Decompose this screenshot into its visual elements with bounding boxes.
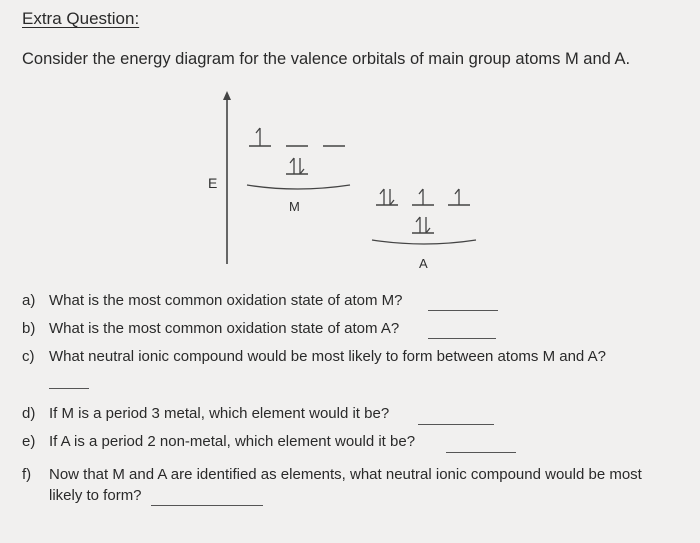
question-d <box>22 405 389 422</box>
question-text: What is the most common oxidation state of atom A? <box>49 320 400 337</box>
atom-m-p-orbitals <box>249 128 345 146</box>
question-label: c) <box>22 348 35 365</box>
question-text: likely to form? <box>49 487 142 504</box>
answer-blank-b[interactable] <box>428 338 496 339</box>
question-b <box>22 320 399 337</box>
answer-blank-a[interactable] <box>428 310 498 311</box>
answer-blank-f[interactable] <box>151 505 263 506</box>
energy-axis-label: E <box>208 175 218 191</box>
atom-m-label: M <box>289 199 300 214</box>
question-text: Now that M and A are identified as elements, what neutral ionic compound would be most <box>49 466 642 483</box>
question-text: If A is a period 2 non-metal, which element would it be? <box>49 433 416 450</box>
answer-blank-c[interactable] <box>49 388 89 389</box>
question-label: b) <box>22 320 36 337</box>
question-text: What is the most common oxidation state of atom M? <box>49 292 403 309</box>
atom-a-p-orbitals <box>376 189 470 205</box>
atom-m-s-orbital <box>286 158 308 174</box>
page-title: Extra Question: <box>22 9 140 28</box>
question-label: d) <box>22 405 36 422</box>
question-label: a) <box>22 292 36 309</box>
answer-blank-d[interactable] <box>418 424 494 425</box>
question-f <box>22 466 642 483</box>
atom-a-label: A <box>419 256 428 271</box>
question-text: What neutral ionic compound would be most likely to form between atoms M and A? <box>49 348 606 365</box>
atom-a-bracket <box>372 240 476 244</box>
question-a <box>22 292 402 309</box>
question-c <box>22 348 606 365</box>
atom-a-s-orbital <box>412 217 434 233</box>
question-f-continued <box>22 487 142 504</box>
energy-axis-arrow <box>223 91 231 100</box>
question-label: f) <box>22 466 32 483</box>
question-e <box>22 433 415 450</box>
intro-text: Consider the energy diagram for the valence orbitals of main group atoms M and A. <box>22 50 631 68</box>
question-text: If M is a period 3 metal, which element would it be? <box>49 405 390 422</box>
atom-m-bracket <box>247 185 350 189</box>
question-label: e) <box>22 433 36 450</box>
answer-blank-e[interactable] <box>446 452 516 453</box>
